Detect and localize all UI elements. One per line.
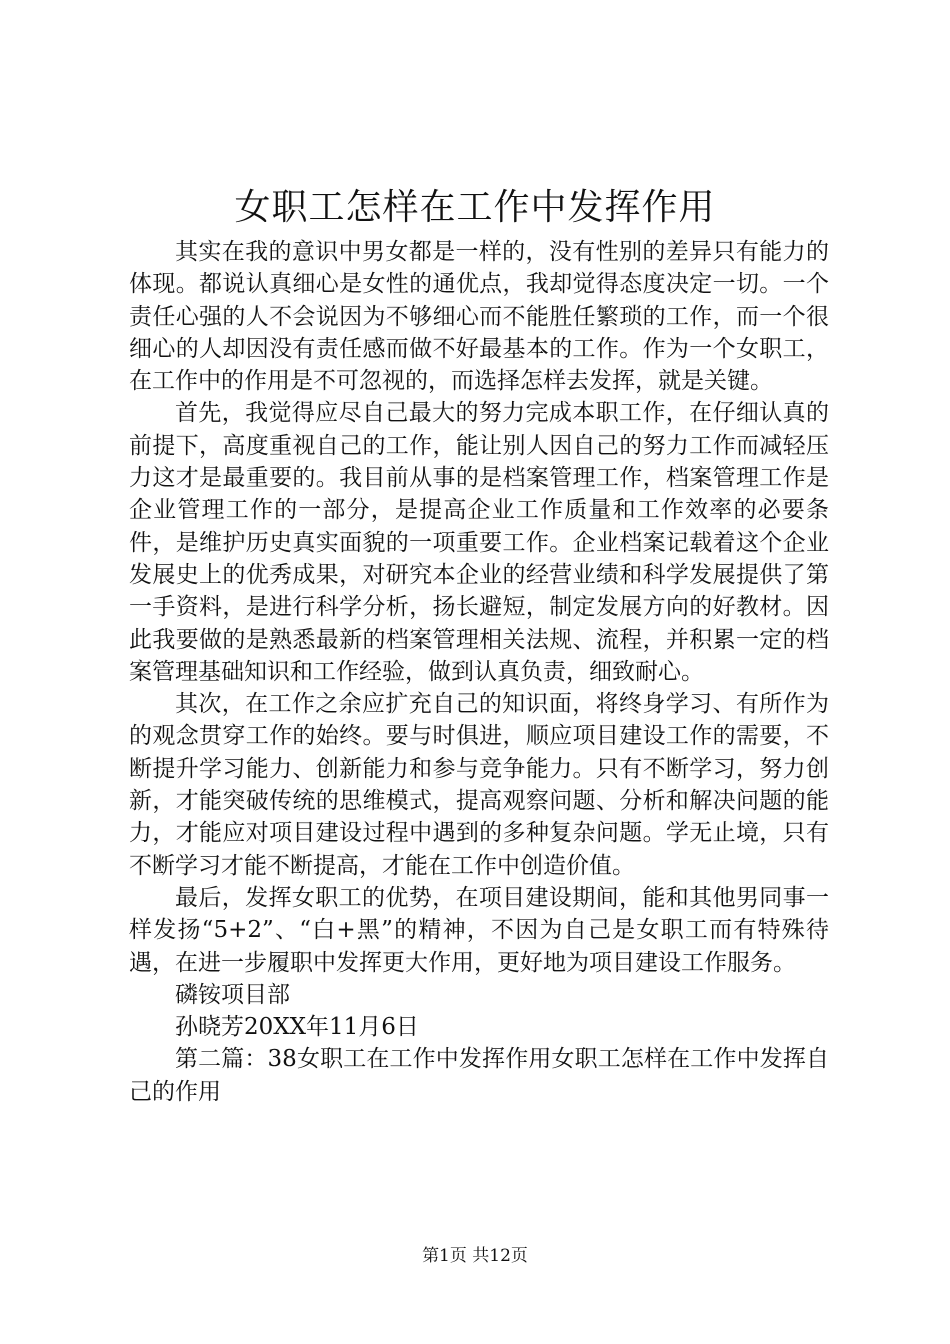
page-footer: 第1页 共12页 [422,1246,528,1266]
document-body [129,236,829,1108]
signature-date: 孙晓芳20XX年11月6日 [175,1014,419,1041]
next-section-heading: 第二篇：38女职工在工作中发挥作用女职工怎样在工作中发挥自己的作用 [129,1046,829,1105]
department-name: 磷铵项目部 [175,981,290,1008]
paragraph-second: 其次，在工作之余应扩充自己的知识面，将终身学习、有所作为的观念贯穿工作的始终。要与时俱进，顺应项目建设工作的需要，不断提升学习能力、创新能力和参与竞争能力。只有不断学习，努力创新，才能突破传统的思维模式，提高观察问题、分析和解决问题的能力，才能应对项目建设过程中遇到的多种复杂问题。学无止境，只有不断学习才能不断提高，才能在工作中创造价值。 [129,691,829,879]
paragraph-intro: 其实在我的意识中男女都是一样的，没有性别的差异只有能力的体现。都说认真细心是女性的通优点，我却觉得态度决定一切。一个责任心强的人不会说因为不够细心而不能胜任繁琐的工作，而一个很细心的人却因没有责任感而做不好最基本的工作。作为一个女职工，在工作中的作用是不可忽视的，而选择怎样去发挥，就是关键。 [129,239,829,395]
document-title: 女职工怎样在工作中发挥作用 [234,187,716,228]
paragraph-last: 最后，发挥女职工的优势，在项目建设期间，能和其他男同事一样发扬“5+2”、“白+黑”的精神，不因为自己是女职工而有特殊待遇，在进一步履职中发挥更大作用，更好地为项目建设工作服务。 [129,884,829,976]
paragraph-first: 首先，我觉得应尽自己最大的努力完成本职工作，在仔细认真的前提下，高度重视自己的工作，能让别人因自己的努力工作而减轻压力这才是最重要的。我目前从事的是档案管理工作，档案管理工作是企业管理工作的一部分，是提高企业工作质量和工作效率的必要条件，是维护历史真实面貌的一项重要工作。企业档案记载着这个企业发展史上的优秀成果，对研究本企业的经营业绩和科学发展提供了第一手资料，是进行科学分析，扬长避短，制定发展方向的好教材。因此我要做的是熟悉最新的档案管理相关法规、流程，并积累一定的档案管理基础知识和工作经验，做到认真负责，细致耐心。 [129,400,829,685]
